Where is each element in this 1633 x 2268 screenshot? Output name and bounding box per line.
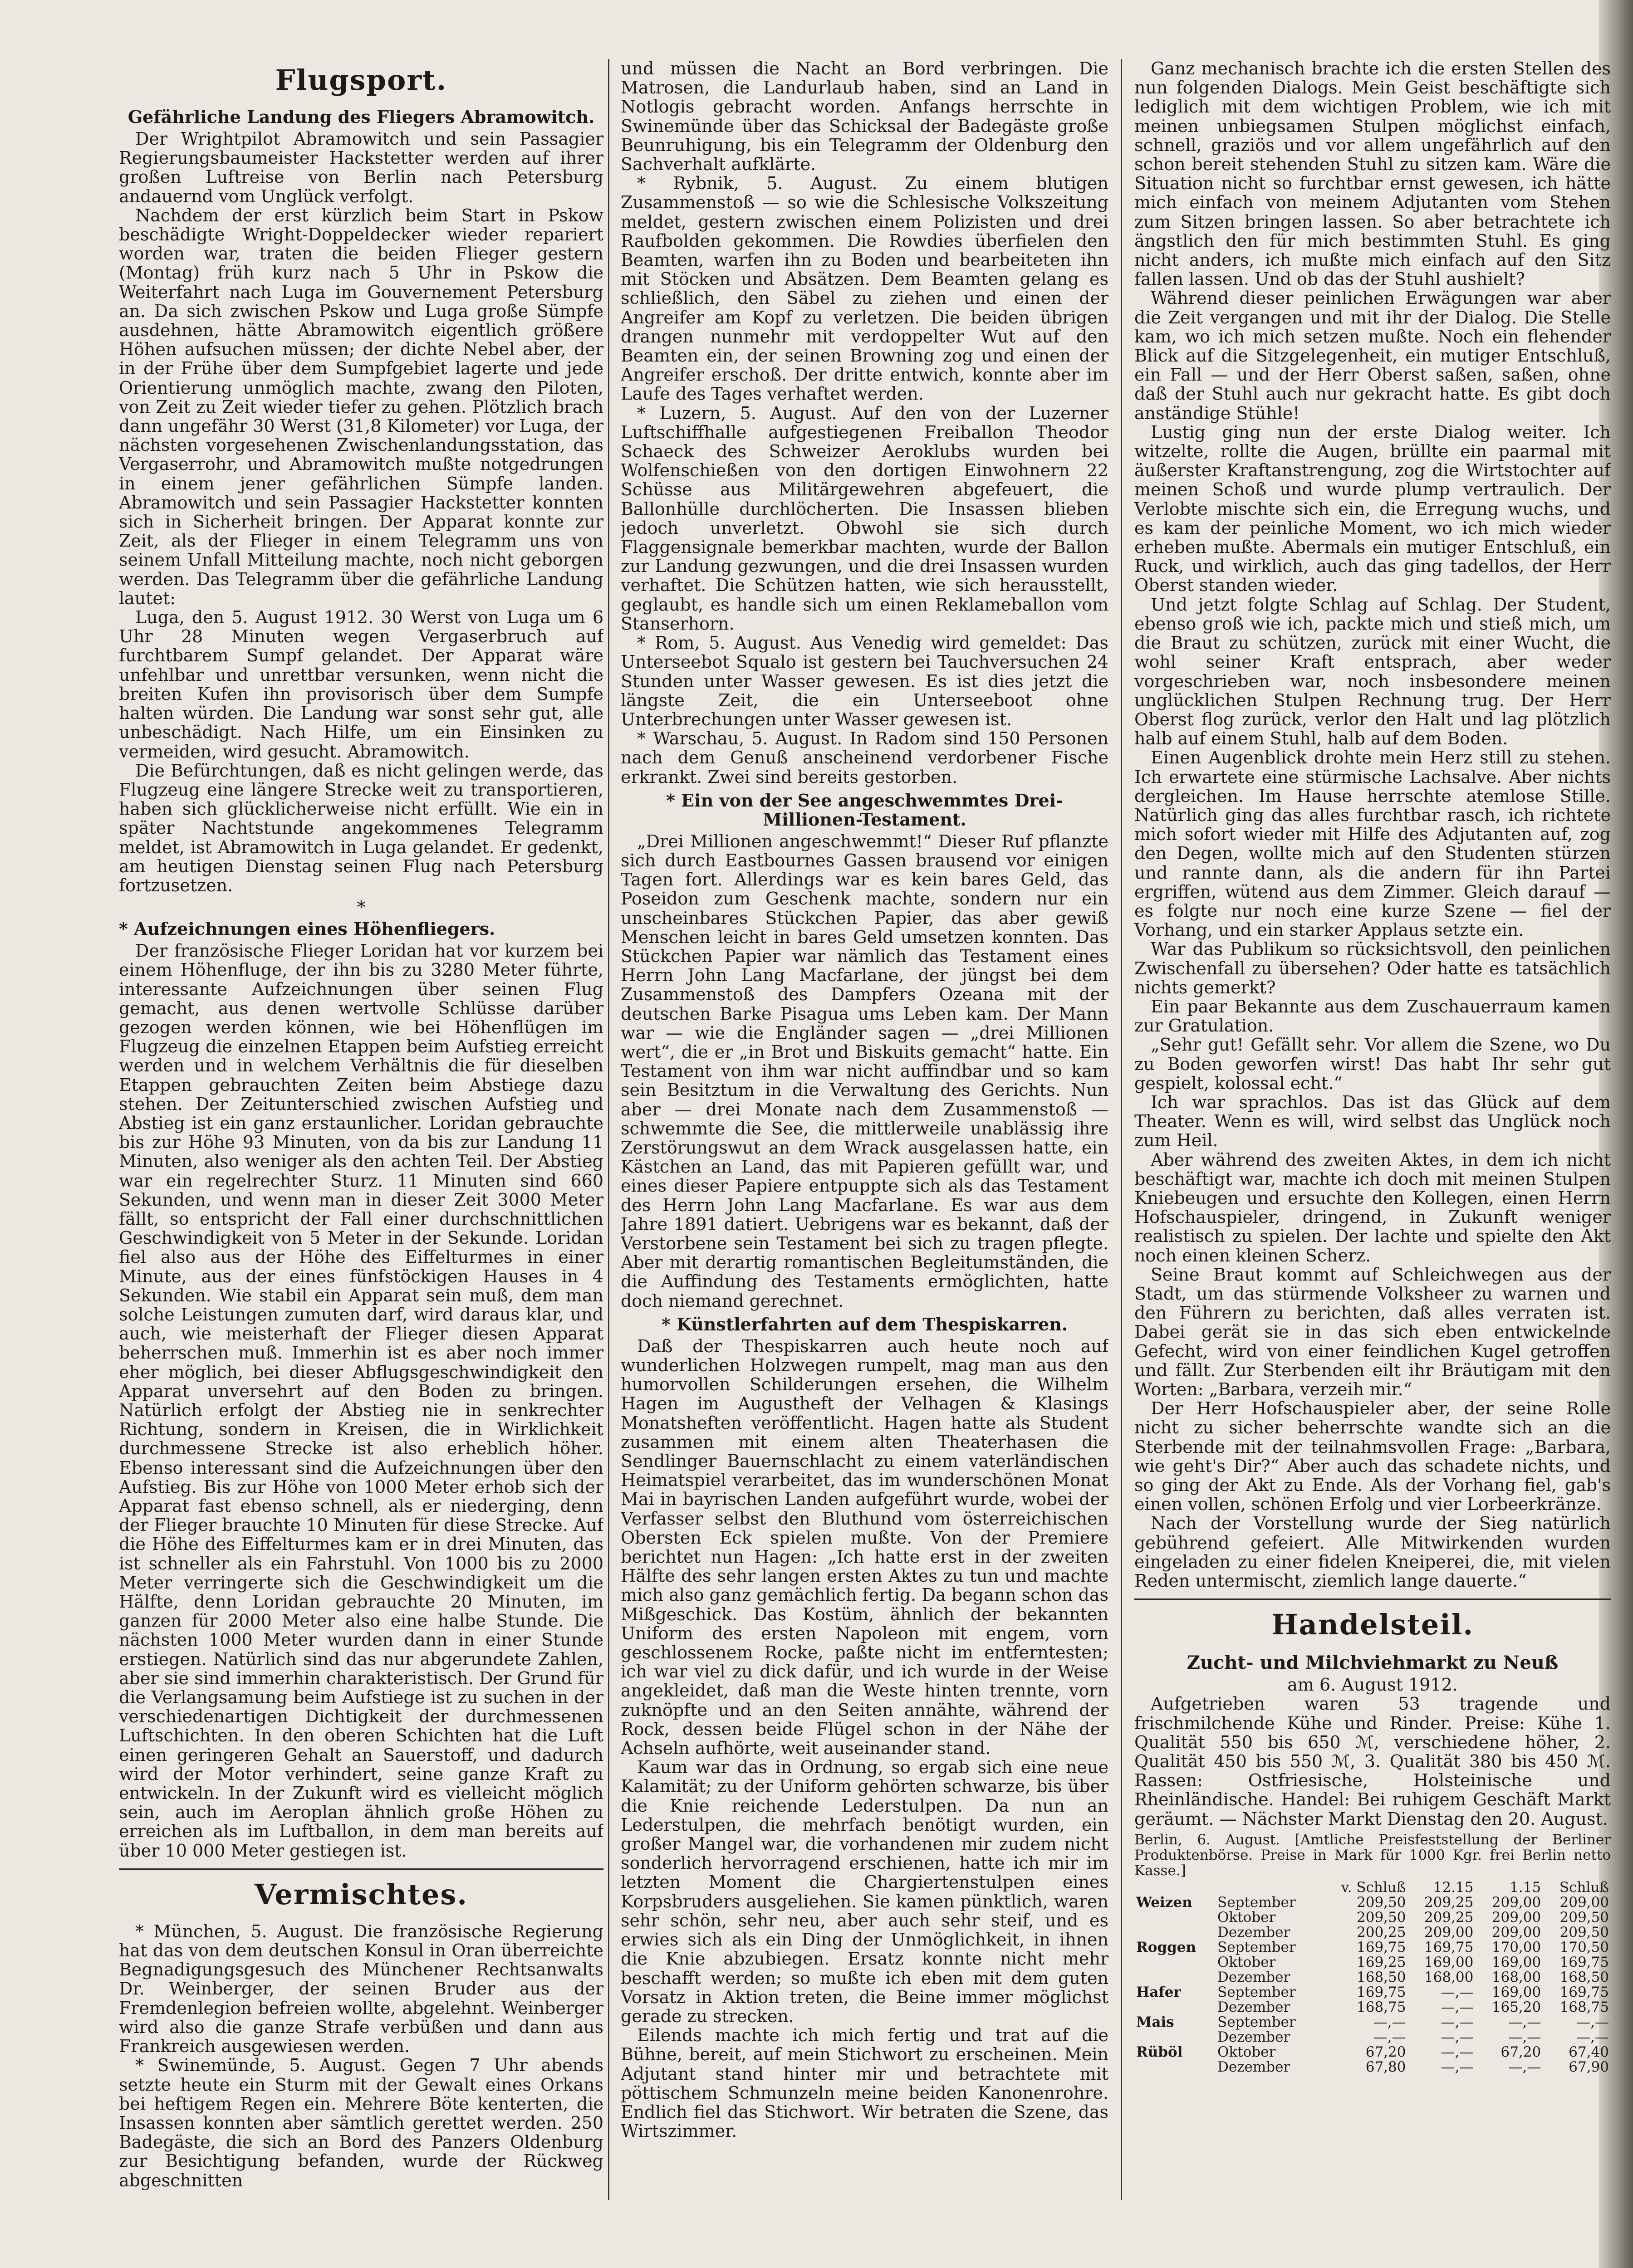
table-cell: 209,00	[1491, 1909, 1541, 1926]
paragraph: Während dieser peinlichen Erwägungen war aber die Zeit vergangen und mit ihr der Dialog. Die Stelle kam, wo ich mich setzen mußte. Noch ein flehender Blick auf die Sitzgelegenheit, ein mutiger Entschluß, ein Fall — und der Herr Oberst saßen, saßen, ohne daß der Stuhl auch nur gekracht hatte. Es gibt doch anständige Stühle!	[1134, 288, 1611, 423]
table-row	[1134, 2045, 1611, 2060]
paragraph: und müssen die Nacht an Bord verbringen. Die Matrosen, die Landurlaub haben, sind an Land in Notlogis gebracht worden. Anfangs herrschte in Swinemünde über das Schicksal der Badegäste große Beunruhigung, bis ein Telegramm der Oldenburg den Sachverhalt aufklärte.	[621, 59, 1108, 175]
table-cell: Dezember	[1217, 2058, 1290, 2075]
table-cell: Oktober	[1217, 1909, 1276, 1926]
table-row	[1134, 2060, 1611, 2075]
market-date: am 6. August 1912.	[1287, 1675, 1458, 1695]
table-cell: —,—	[1441, 2028, 1474, 2045]
table-cell: 169,75	[1559, 1984, 1609, 2000]
article-title: * Künstlerfahrten auf dem Thespiskarren.	[661, 1314, 1068, 1334]
news-item: * Warschau, 5. August. In Radom sind 150 Personen nach dem Genuß anscheinend verdorbener Fische erkrankt. Zwei sind bereits gestorben.	[621, 728, 1108, 787]
table-row	[1134, 1940, 1611, 1955]
table-row	[1134, 2000, 1611, 2015]
table-cell: —,—	[1373, 2014, 1406, 2030]
paragraph: „Sehr gut! Gefällt sehr. Vor allem die Szene, wo Du zu Boden geworfen wirst! Das habt Ihr sehr gut gespielt, kolossal echt.“	[1134, 1035, 1611, 1093]
paragraph: Daß der Thespiskarren auch heute noch auf wunderlichen Holzwegen rumpelt, mag man aus den humorvollen Schilderungen ersehen, die Wilhelm Hagen im Augustheft der Velhagen & Klasings Monatsheften veröffentlicht. Hagen hatte als Student zusammen mit einem alten Theaterhasen die Sendlinger Bauernschlacht zu einem vaterländischen Heimatspiel verarbeitet, das im wunderschönen Monat Mai in bayrischen Landen aufgeführt wurde, wobei der Verfasser selbst den Bluthund vom österreichischen Obersten Eck spielen mußte. Von der Premiere berichtet nun Hagen: „Ich hatte erst in der zweiten Hälfte des sehr langen ersten Aktes zu tun und machte mich also ganz gemächlich fertig. Da begann schon das Mißgeschick. Das Kostüm, ähnlich der bekannten Uniform des ersten Napoleon mit engem, vorn geschlossenem Rocke, paßte nicht im entferntesten; ich war viel zu dick dafür, und ich wurde in der Weise angekleidet, daß man die Weste hinten trennte, vorn zuknöpfte und an den Seiten annähte, während der Rock, dessen beide Flügel schon in der Nähe der Achseln aufhörte, weit auseinander stand.	[621, 1336, 1108, 1759]
table-cell: 168,75	[1559, 1999, 1609, 2015]
table-cell: Dezember	[1217, 2028, 1290, 2045]
section-heading-vermischtes: Vermischtes.	[255, 1877, 468, 1911]
table-cell: 209,25	[1424, 1894, 1474, 1911]
table-cell: 168,50	[1357, 1969, 1406, 1985]
table-cell	[1134, 2030, 1216, 2045]
news-item: * Rom, 5. August. Aus Venedig wird gemeldet: Das Unterseebot Squalo ist gestern bei Tauchversuchen 24 Stunden unter Wasser gewesen. Es ist dies jetzt die längste Zeit, die ein Unterseeboot ohne Unterbrechungen unter Wasser gewesen ist.	[621, 633, 1108, 729]
table-cell: 169,75	[1357, 1939, 1406, 1955]
table-cell: 169,75	[1357, 1984, 1406, 2000]
horizontal-rule	[1134, 1598, 1611, 1600]
table-cell: —,—	[1373, 2028, 1406, 2045]
table-cell: September	[1217, 1984, 1296, 2000]
table-cell: Oktober	[1217, 2043, 1276, 2060]
column-3	[1134, 59, 1611, 2075]
table-cell: —,—	[1576, 2028, 1609, 2045]
table-cell: 170,50	[1559, 1939, 1609, 1955]
table-header-cell: Schluß	[1559, 1879, 1609, 1896]
table-cell: 169,75	[1559, 1954, 1609, 1970]
column-2	[621, 59, 1108, 2141]
table-cell: —,—	[1441, 2058, 1474, 2075]
table-cell: Mais	[1136, 2014, 1174, 2030]
paragraph: Einen Augenblick drohte mein Herz still zu stehen. Ich erwartete eine stürmische Lachsalve. Aber nichts dergleichen. Im Hause herrschte atemlose Stille. Natürlich ging das alles furchtbar rasch, ich richtete mich sofort wieder mit Hilfe des Adjutanten auf, zog den Degen, wollte mich auf den Studenten stürzen und rannte dann, als die andern für ihn Partei ergriffen, wütend aus dem Zimmer. Gleich darauf — es folgte nur noch eine kurze Szene — fiel der Vorhang, und ein starker Applaus setzte ein.	[1134, 748, 1611, 940]
table-cell: Weizen	[1136, 1894, 1192, 1911]
paragraph: Luga, den 5. August 1912. 30 Werst von Luga um 6 Uhr 28 Minuten wegen Vergaserbruch auf furchtbarem Sumpf gelandet. Der Apparat wäre unfehlbar und unrettbar versunken, wenn nicht die breiten Kufen ihn provisorisch über dem Sumpfe halten würden. Die Landung war sonst sehr gut, alle unbeschädigt. Nach Hilfe, um ein Einsinken zu vermeiden, wird gesucht. Abramowitch.	[119, 607, 603, 762]
table-cell: 67,40	[1569, 2043, 1609, 2060]
table-cell: September	[1217, 2014, 1296, 2030]
paragraph: Der Wrightpilot Abramowitch und sein Passagier Regierungsbaumeister Hackstetter werden auf ihrer großen Luftreise von Berlin nach Petersburg andauernd vom Unglück verfolgt.	[119, 129, 603, 206]
table-cell: 67,90	[1569, 2058, 1609, 2075]
paragraph: Die Befürchtungen, daß es nicht gelingen werde, das Flugzeug eine längere Strecke weit zu transportieren, haben sich glücklicherweise nicht erfüllt. Wie ein in später Nachtstunde angekommenes Telegramm meldet, ist Abramowitch in Luga gelandet. Er gedenkt, am heutigen Dienstag seinen Flug nach Petersburg fortzusetzen.	[119, 760, 603, 895]
table-cell: Roggen	[1136, 1939, 1197, 1955]
table-cell: —,—	[1508, 2028, 1541, 2045]
paragraph: Aufgetrieben waren 53 tragende und frischmilchende Kühe und Rinder. Preise: Kühe 1. Qualität 550 bis 650 ℳ, verschiedene höher, 2. Qualität 450 bis 550 ℳ, 3. Qualität 380 bis 450 ℳ. Rassen: Ostfriesische, Holsteinische und Rheinländische. Handel: Bei ruhigem Geschäft Markt geräumt. — Nächster Markt Dienstag den 20. August.	[1134, 1694, 1611, 1829]
article-title: * Ein von der See angeschwemmtes Drei-Millionen-Testament.	[666, 790, 1063, 830]
table-cell: 169,00	[1491, 1954, 1541, 1970]
horizontal-rule	[119, 1868, 603, 1870]
table-header-cell	[1216, 1880, 1320, 1895]
table-cell: September	[1217, 1894, 1296, 1911]
table-cell: 168,75	[1357, 1999, 1406, 2015]
table-cell: 169,25	[1357, 1954, 1406, 1970]
section-heading-handelsteil: Handelsteil.	[1271, 1608, 1474, 1642]
section-heading-flugsport: Flugsport.	[275, 64, 447, 97]
article-title: Gefährliche Landung des Fliegers Abramowitch.	[128, 107, 595, 127]
news-item: * Rybnik, 5. August. Zu einem blutigen Zusammenstoß — so wie die Schlesische Volkszeitung meldet, gestern zwischen einem Polizisten und drei Raufbolden gekommen. Die Rowdies überfielen den Beamten, warfen ihn zu Boden und bearbeiteten ihn mit Stöcken und Absätzen. Dem Beamten gelang es schließlich, den Säbel zu ziehen und einen der Angreifer am Kopf zu verletzen. Die beiden übrigen drangen nunmehr mit verdoppelter Wut auf den Beamten ein, der seinen Browning zog und einen der Angreifer erschoß. Der dritte entwich, konnte aber im Laufe des Tages verhaftet werden.	[621, 173, 1108, 404]
paragraph: Aber während des zweiten Aktes, in dem ich nicht beschäftigt war, machte ich doch mit meinen Stulpen Kniebeugen und ersuchte den Kollegen, einen Herrn Hofschauspieler, dringend, in Zukunft weniger realistisch zu spielen. Der lachte und spielte den Akt noch einen kleinen Scherz.	[1134, 1149, 1611, 1266]
table-cell: 67,80	[1365, 2058, 1406, 2075]
news-item: * Swinemünde, 5. August. Gegen 7 Uhr abends setzte heute ein Sturm mit der Gewalt eines Orkans bei heftigem Regen ein. Mehrere Böte kenterten, die Insassen konnten aber sämtlich gerettet werden. 250 Badegäste, die sich an Bord des Panzers Oldenburg zur Besichtigung befanden, wurde der Rückweg abgeschnitten	[119, 2055, 603, 2190]
paragraph: Ganz mechanisch brachte ich die ersten Stellen des nun folgenden Dialogs. Mein Geist beschäftigte sich lediglich mit dem wichtigen Problem, wie ich mit meinen unbiegsamen Stulpen möglichst einfach, schnell, graziös und vor allem ungefährlich auf den schon bereit stehenden Stuhl zu sitzen kam. Wäre die Situation nicht so furchtbar ernst gewesen, ich hätte mich einfach von meinem Adjutanten vom Stehen zum Sitzen bringen lassen. So aber betrachtete ich ängstlich den für mich bestimmten Stuhl. Es ging nicht anders, ich mußte mich einfach auf den Sitz fallen lassen. Und ob das der Stuhl aushielt?	[1134, 59, 1611, 289]
table-cell: 209,50	[1357, 1909, 1406, 1926]
table-cell: 169,00	[1424, 1954, 1474, 1970]
table-cell	[1134, 1910, 1216, 1925]
paragraph: Ich war sprachlos. Das ist das Glück auf dem Theater. Wenn es will, wird selbst das Unglück noch zum Heil.	[1134, 1092, 1611, 1151]
table-cell: —,—	[1441, 1999, 1474, 2015]
market-title: Zucht- und Milchviehmarkt zu Neuß	[1187, 1652, 1559, 1674]
table-cell: 168,00	[1491, 1969, 1541, 1985]
news-item: * Luzern, 5. August. Auf den von der Luzerner Luftschiffhalle aufgestiegenen Freiballon Theodor Schaeck des Schweizer Aeroklubs wurden bei Wolfenschießen von den dortigen Einwohnern 22 Schüsse aus Militärgewehren abgefeuert, die Ballonhülle durchlöcherten. Die Insassen blieben jedoch unverletzt. Obwohl sie sich durch Flaggensignale bemerkbar machten, wurde der Ballon zur Landung gezwungen, und die drei Insassen wurden verhaftet. Die Schützen hatten, wie sich herausstellt, geglaubt, es handle sich um einen Reklameballon vom Stanserhorn.	[621, 403, 1108, 634]
table-cell: Dezember	[1217, 1969, 1290, 1985]
price-table	[1134, 1880, 1611, 2075]
table-row	[1134, 1955, 1611, 1970]
table-cell: —,—	[1441, 1984, 1474, 2000]
table-cell: —,—	[1508, 2058, 1541, 2075]
table-cell	[1134, 1955, 1216, 1970]
table-header-cell: 1.15	[1510, 1879, 1541, 1896]
table-cell: —,—	[1441, 2043, 1474, 2060]
table-cell: 168,00	[1424, 1969, 1474, 1985]
table-cell: 169,00	[1491, 1984, 1541, 2000]
table-cell: 209,50	[1559, 1909, 1609, 1926]
table-cell: Hafer	[1136, 1984, 1181, 2000]
paragraph: Nachdem der erst kürzlich beim Start in Pskow beschädigte Wright-Doppeldecker wieder repariert worden war, traten die beiden Flieger gestern (Montag) früh kurz nach 5 Uhr in Pskow die Weiterfahrt nach Luga im Gouvernement Petersburg an. Da sich zwischen Pskow und Luga große Sümpfe ausdehnen, hätte Abramowitch eigentlich größere Höhen aufsuchen müssen; der dichte Nebel aber, der in der Frühe über dem Sumpfgebiet lagerte und jede Orientierung unmöglich machte, zwang den Piloten, von Zeit zu Zeit wieder tiefer zu gehen. Plötzlich brach dann ungefähr 30 Werst (31,8 Kilometer) vor Luga, der nächsten vorgesehenen Zwischenlandungsstation, das Vergaserrohr, und Abramowitch mußte notgedrungen in einem jener gefährlichen Sümpfe landen. Abramowitch und sein Passagier Hackstetter konnten sich in Sicherheit bringen. Der Apparat konnte zur Zeit, als der Flieger in einem Telegramm uns von seinem Unfall Mitteilung machte, noch nicht geborgen werden. Das Telegramm über die gefährliche Landung lautet:	[119, 205, 603, 608]
table-cell: 165,20	[1491, 1999, 1541, 2015]
table-cell: 209,00	[1491, 1924, 1541, 1941]
paragraph: Der französische Flieger Loridan hat vor kurzem bei einem Höhenfluge, der ihn bis zu 3280 Meter führte, interessante Aufzeichnungen über seinen Flug gemacht, aus denen wertvolle Schlüsse darüber gezogen werden können, wie bei Höhenflügen im Flugzeug die einzelnen Etappen beim Aufstieg erreicht werden und in welchem Verhältnis die für dieselben Etappen gebrauchten Zeiten beim Abstiege dazu stehen. Der Zeitunterschied zwischen Aufstieg und Abstieg ist ein ganz erstaunlicher. Loridan gebrauchte bis zur Höhe 93 Minuten, von da bis zur Landung 11 Minuten, also weniger als den achten Teil. Der Abstieg war ein regelrechter Sturz. 11 Minuten sind 660 Sekunden, und wenn man in dieser Zeit 3000 Meter fällt, so entspricht der Fall einer durchschnittlichen Geschwindigkeit von 5 Meter in der Sekunde. Loridan fiel also aus der Höhe des Eiffelturmes in einer Minute, aus der eines fünfstöckigen Hauses in 4 Sekunden. Wie stabil ein Apparat sein muß, dem man solche Leistungen zumuten darf, wird daraus klar, und auch, wie meisterhaft der Flieger diesen Apparat beherrschen muß. Immerhin ist es aber noch immer eher möglich, bei dieser Abflugsgeschwindigkeit den Apparat unversehrt auf den Boden zu bringen. Natürlich erfolgt der Abstieg nie in senkrechter Richtung, sondern in Kreisen, die in Wirklichkeit durchmessene Strecke ist also erheblich höher. Ebenso interessant sind die Aufzeichnungen über den Aufstieg. Bis zur Höhe von 1000 Meter erhob sich der Apparat fast ebenso schnell, als er niederging, denn der Flieger brauchte 10 Minuten für diese Strecke. Auf die Höhe des Eiffelturmes kam er in drei Minuten, das ist schneller als ein Fahrstuhl. Von 1000 bis zu 2000 Meter verringerte sich die Geschwindigkeit um die Hälfte, denn Loridan gebrauchte 20 Minuten, im ganzen für 2000 Meter also eine halbe Stunde. Die nächsten 1000 Meter wurden dann in einer Stunde erstiegen. Natürlich sind das nur abgerundete Zahlen, aber sie sind immerhin charakteristisch. Der Grund für die Verlangsamung beim Aufstiege ist zu suchen in der verschiedenartigen Dichtigkeit der durchmessenen Luftschichten. In den oberen Schichten hat die Luft einen geringeren Gehalt an Sauerstoff, und dadurch wird der Motor verhindert, seine ganze Kraft zu entwickeln. In der Zukunft wird es vielleicht möglich sein, auch im Aeroplan ähnlich große Höhen zu erreichen als im Luftballon, in dem man bereits auf über 10 000 Meter gestiegen ist.	[119, 941, 603, 1861]
table-row	[1134, 1895, 1611, 1910]
table-cell: 67,20	[1501, 2043, 1541, 2060]
table-cell: 168,50	[1559, 1969, 1609, 1985]
table-row	[1134, 1970, 1611, 1985]
paragraph: Seine Braut kommt auf Schleichwegen aus der Stadt, um das stürmende Volksheer zu warnen und den Führern zu berichten, daß alles verraten ist. Dabei gerät sie in das sich eben entwickelnde Gefecht, wird von einer feindlichen Kugel getroffen und fällt. Zur Sterbenden eilt ihr Bräutigam mit den Worten: „Barbara, verzeih mir.“	[1134, 1264, 1611, 1400]
table-header-cell	[1134, 1880, 1216, 1895]
table-cell: —,—	[1441, 2014, 1474, 2030]
table-cell: September	[1217, 1939, 1296, 1955]
table-cell	[1134, 2060, 1216, 2075]
table-row	[1134, 1925, 1611, 1940]
paragraph: War das Publikum so rücksichtsvoll, den peinlichen Zwischenfall zu übersehen? Oder hatte es tatsächlich nichts gemerkt?	[1134, 939, 1611, 997]
table-cell: 209,50	[1357, 1894, 1406, 1911]
table-header-cell: v. Schluß	[1341, 1879, 1406, 1896]
table-cell: 209,00	[1559, 1894, 1609, 1911]
table-header-row	[1134, 1880, 1611, 1895]
paragraph: Der Herr Hofschauspieler aber, der seine Rolle nicht zu sicher beherrschte wandte sich an die Sterbende mit der teilnahmsvollen Frage: „Barbara, wie geht's Dir?“ Aber auch das schadete nichts, und so ging der Akt zu Ende. Als der Vorhang fiel, gab's einen vollen, schönen Erfolg und vier Lorbeerkränze.	[1134, 1398, 1611, 1515]
news-item: * München, 5. August. Die französische Regierung hat das von dem deutschen Konsul in Oran überreichte Begnadigungsgesuch des Münchener Rechtsanwalts Dr. Weinberger, der seinen Bruder aus der Fremdenlegion befreien wollte, abgelehnt. Weinberger wird also die ganze Strafe verbüßen und dann aus Frankreich ausgewiesen werden.	[119, 1921, 603, 2057]
paragraph: Eilends machte ich mich fertig und trat auf die Bühne, bereit, auf mein Stichwort zu erscheinen. Mein Adjutant stand hinter mir und betrachtete mit pöttischem Schmunzeln meine beiden Kanonenrohre. Endlich fiel das Stichwort. Wir betraten die Szene, das Wirtszimmer.	[621, 2025, 1108, 2141]
column-rule	[608, 59, 609, 2200]
table-cell: Dezember	[1217, 1924, 1290, 1941]
article-title: * Aufzeichnungen eines Höhenfliegers.	[119, 919, 495, 939]
paragraph: Nach der Vorstellung wurde der Sieg natürlich gebührend gefeiert. Alle Mitwirkenden wurden eingeladen zu einer fidelen Kneiperei, die, mit vielen Reden untermischt, ziemlich lange dauerte.“	[1134, 1513, 1611, 1591]
table-cell: 209,00	[1491, 1894, 1541, 1911]
table-cell	[1134, 1925, 1216, 1940]
paragraph: Und jetzt folgte Schlag auf Schlag. Der Student, ebenso groß wie ich, packte mich und stieß mich, um die Braut zu schützen, zurück mit einer Wucht, die wohl seiner Kraft entsprach, aber weder vorgeschrieben war, noch insbesondere meinen unglücklichen Stulpen Rechnung trug. Der Herr Oberst flog zurück, verlor den Halt und lag plötzlich halb auf einem Stuhl, halb auf dem Boden.	[1134, 594, 1611, 749]
column-rule	[1121, 59, 1122, 2200]
table-cell: 209,25	[1424, 1909, 1474, 1926]
exchange-header: Berlin, 6. August. [Amtliche Preisfeststellung der Berliner Produktenbörse. Preise in Mark für 1000 Kgr. frei Berlin netto Kasse.]	[1134, 1831, 1611, 1879]
table-cell: Dezember	[1217, 1999, 1290, 2015]
table-header-cell: 12.15	[1433, 1879, 1474, 1896]
paragraph: Ein paar Bekannte aus dem Zuschauerraum kamen zur Gratulation.	[1134, 996, 1611, 1036]
table-row	[1134, 2030, 1611, 2045]
paragraph: Lustig ging nun der erste Dialog weiter. Ich witzelte, rollte die Augen, brüllte ein paarmal mit äußerster Kraftanstrengung, zog die Wirtstochter auf meinen Schoß und wurde plump vertraulich. Der Verlobte mischte sich ein, die Erregung wuchs, und es kam der peinliche Moment, wo ich mich wieder erheben mußte. Abermals ein mutiger Entschluß, ein Ruck, und wirklich, auch das ging tadellos, der Herr Oberst standen wieder.	[1134, 422, 1611, 596]
table-cell: —,—	[1576, 2014, 1609, 2030]
table-cell	[1134, 2000, 1216, 2015]
table-cell: Oktober	[1217, 1954, 1276, 1970]
table-row	[1134, 2015, 1611, 2030]
separator-star: *	[357, 897, 366, 918]
table-row	[1134, 1985, 1611, 2000]
table-cell: 200,25	[1357, 1924, 1406, 1941]
paragraph: „Drei Millionen angeschwemmt!“ Dieser Ruf pflanzte sich durch Eastbournes Gassen brausend vor einigen Tagen fort. Allerdings war es kein bares Geld, das Poseidon zum Geschenk machte, sondern nur ein unscheinbares Stückchen Papier, das aber gewiß Menschen leicht in bares Geld umsetzen konnten. Das Stückchen Papier war nämlich das Testament eines Herrn John Lang Macfarlane, der jüngst bei dem Zusammenstoß des Dampfers Ozeana mit der deutschen Barke Pisagua ums Leben kam. Der Mann war — wie die Engländer sagen — „drei Millionen wert“, die er „in Brot und Biskuits gemacht“ hatte. Ein Testament von ihm war nicht auffindbar und so kam sein Besitztum in die Verwaltung des Gerichts. Nun aber — drei Monate nach dem Zusammenstoß — schwemmte die See, die mittlerweile unablässig ihre Zerstörungswut an dem Wrack ausgelassen hatte, ein Kästchen an Land, das mit Papieren gefüllt war, und eines dieser Papiere entpuppte sich als das Testament des Herrn John Lang Macfarlane. Es war aus dem Jahre 1891 datiert. Uebrigens war es bekannt, daß der Verstorbene sein Testament bei sich zu tragen pflegte. Aber mit derartig romantischen Begleitumständen, die die Auffindung des Testaments ermöglichten, hatte doch niemand gerechnet.	[621, 831, 1108, 1311]
table-cell: 209,50	[1559, 1924, 1609, 1941]
table-cell: 169,75	[1424, 1939, 1474, 1955]
column-1	[119, 59, 603, 2190]
table-cell: Rüböl	[1136, 2043, 1183, 2060]
table-cell	[1134, 1970, 1216, 1985]
table-cell: —,—	[1508, 2014, 1541, 2030]
table-row	[1134, 1910, 1611, 1925]
paragraph: Kaum war das in Ordnung, so ergab sich eine neue Kalamität; zu der Uniform gehörten schwarze, bis über die Knie reichende Lederstulpen. Da nun an Lederstulpen, die mehrfach benötigt wurden, ein großer Mangel war, die vorhandenen mir zudem nicht sonderlich hervorragend erschienen, hatte ich mir im letzten Moment die Chargiertenstulpen eines Korpsbruders ausgeliehen. Sie kamen pünktlich, waren sehr schön, sehr neu, aber auch sehr steif, und es erwies sich als ein Ding der Unmöglichkeit, in ihnen die Knie abzubiegen. Ersatz konnte nicht mehr beschafft werden; so mußte ich eben mit dem guten Vorsatz in Aktion treten, die Beine immer möglichst gerade zu strecken.	[621, 1757, 1108, 2026]
table-cell: 209,00	[1424, 1924, 1474, 1941]
table-cell: 170,00	[1491, 1939, 1541, 1955]
table-cell: 67,20	[1365, 2043, 1406, 2060]
